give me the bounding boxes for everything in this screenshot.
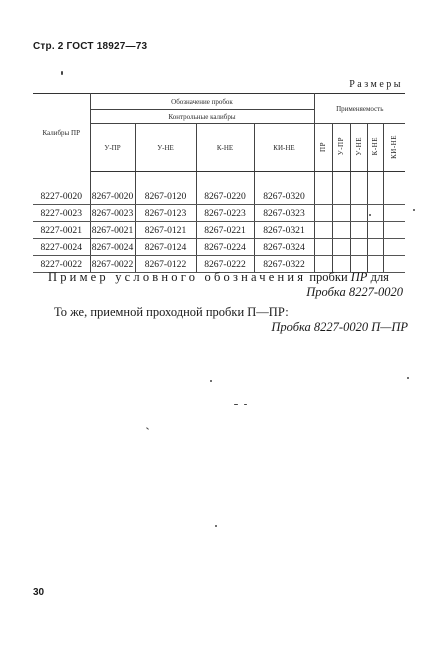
col-control-u-ne: У-НЕ [135, 124, 196, 172]
col-applic-u-pr: У-ПР [337, 137, 345, 156]
example-line-4: Пробка 8227-0020 П—ПР [271, 320, 408, 334]
col-applic-u-ne-cell [350, 124, 367, 172]
col-applic-k-ne: К-НЕ [371, 137, 379, 156]
calibers-table [33, 93, 405, 273]
cell-applic [367, 239, 383, 256]
table-row [33, 188, 405, 205]
cell-applic [314, 239, 332, 256]
col-control-ki-ne: КИ-НЕ [254, 124, 314, 172]
cell-k-ne: 8267-0221 [196, 222, 254, 239]
col-designation-header: Обозначение пробок [90, 94, 314, 110]
cell-applic [383, 205, 405, 222]
example-italic: ПР [350, 270, 368, 284]
cell-ki-ne: 8267-0321 [254, 222, 314, 239]
cell-u-ne: 8267-0121 [135, 222, 196, 239]
cell-caliber: 8227-0023 [33, 205, 90, 222]
table-row [33, 222, 405, 239]
col-applic-pr-cell [314, 124, 332, 172]
scan-speck [146, 427, 149, 430]
scan-speck [215, 525, 217, 527]
example-line-1 [48, 270, 389, 285]
cell-u-ne: 8267-0122 [135, 256, 196, 273]
scan-speck [407, 377, 409, 379]
cell-applic [350, 188, 367, 205]
cell-applic [332, 239, 350, 256]
example-line-2: Пробка 8227-0020 [306, 285, 403, 299]
cell-applic [367, 188, 383, 205]
col-applic-pr: ПР [319, 141, 327, 152]
cell-u-pr: 8267-0022 [90, 256, 135, 273]
col-control-header: Контрольные калибры [90, 110, 314, 124]
cell-ki-ne: 8267-0320 [254, 188, 314, 205]
cell-applic [314, 222, 332, 239]
cell-applic [332, 222, 350, 239]
page-number: 30 [33, 587, 45, 598]
table-row [33, 205, 405, 222]
cell-applic [350, 205, 367, 222]
page-header: Стр. 2 ГОСТ 18927—73 [33, 41, 148, 52]
cell-applic [383, 188, 405, 205]
cell-u-pr: 8267-0020 [90, 188, 135, 205]
col-applic-ki-ne: КИ-НЕ [390, 134, 399, 159]
cell-caliber: 8227-0020 [33, 188, 90, 205]
cell-caliber: 8227-0024 [33, 239, 90, 256]
cell-ki-ne: 8267-0322 [254, 256, 314, 273]
example-spaced-text: Пример условного обозначения [48, 270, 307, 284]
cell-applic [314, 205, 332, 222]
col-applic-u-pr-cell [332, 124, 350, 172]
cell-u-ne: 8267-0123 [135, 205, 196, 222]
cell-u-ne: 8267-0120 [135, 188, 196, 205]
cell-applic [350, 222, 367, 239]
col-control-u-pr: У-ПР [90, 124, 135, 172]
cell-applic [332, 205, 350, 222]
cell-u-ne: 8267-0124 [135, 239, 196, 256]
cell-applic [314, 188, 332, 205]
cell-k-ne: 8267-0220 [196, 188, 254, 205]
col-calibers-header: Калибры ПР [33, 94, 90, 172]
scan-speck [413, 209, 415, 211]
col-applic-k-ne-cell [367, 124, 383, 172]
cell-applic [383, 222, 405, 239]
cell-caliber: 8227-0021 [33, 222, 90, 239]
cell-applic [367, 205, 383, 222]
cell-applic [350, 239, 367, 256]
cell-ki-ne: 8267-0323 [254, 205, 314, 222]
col-applicability-header: Применяемость [314, 94, 405, 124]
cell-applic [332, 188, 350, 205]
cell-k-ne: 8267-0224 [196, 239, 254, 256]
col-applic-ki-ne-cell [383, 124, 405, 172]
example-text-end: для [367, 270, 389, 284]
example-line-3: То же, приемной проходной пробки П—ПР: [54, 305, 289, 319]
scan-speck [234, 404, 238, 405]
cell-applic [383, 239, 405, 256]
cell-k-ne: 8267-0222 [196, 256, 254, 273]
dimensions-label: Размеры [349, 79, 403, 90]
cell-caliber: 8227-0022 [33, 256, 90, 273]
cell-ki-ne: 8267-0324 [254, 239, 314, 256]
table-row [33, 239, 405, 256]
cell-applic [367, 222, 383, 239]
col-applic-u-ne: У-НЕ [354, 137, 363, 156]
scan-speck [369, 214, 371, 216]
scan-speck [244, 404, 247, 405]
scan-speck [210, 380, 212, 382]
cell-u-pr: 8267-0021 [90, 222, 135, 239]
example-text: пробки [306, 270, 351, 284]
cell-u-pr: 8267-0023 [90, 205, 135, 222]
scan-speck [61, 71, 63, 75]
col-control-k-ne: К-НЕ [196, 124, 254, 172]
cell-u-pr: 8267-0024 [90, 239, 135, 256]
cell-k-ne: 8267-0223 [196, 205, 254, 222]
